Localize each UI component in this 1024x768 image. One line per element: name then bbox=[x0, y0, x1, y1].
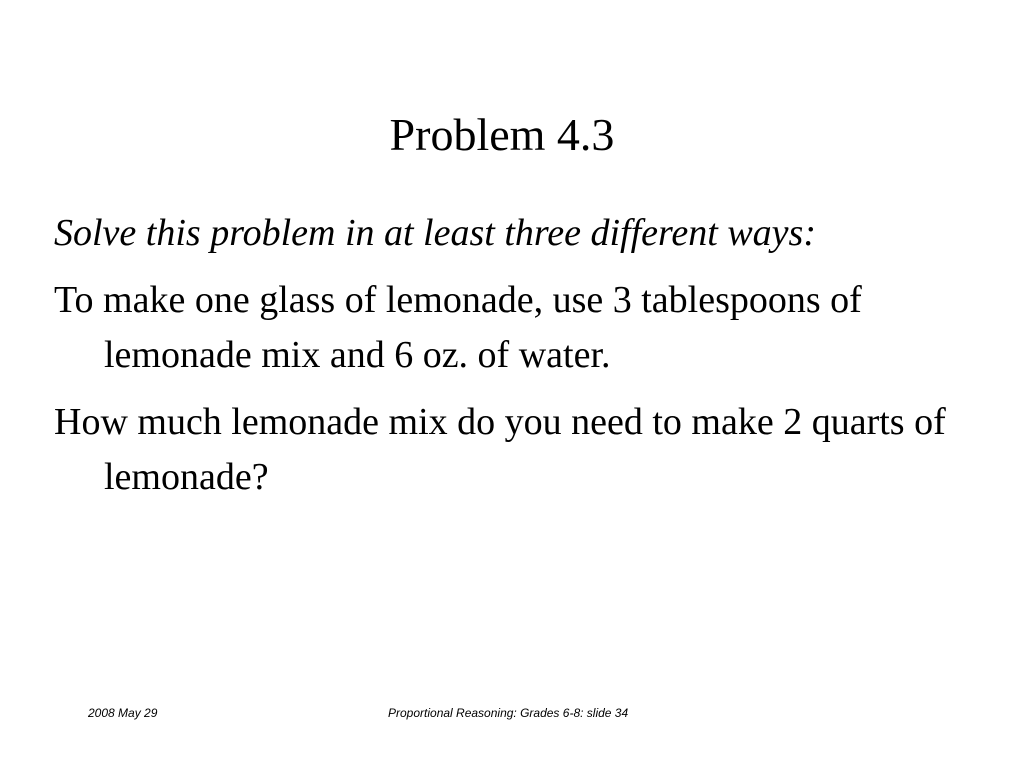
slide-title: Problem 4.3 bbox=[389, 109, 615, 160]
footer-caption: Proportional Reasoning: Grades 6-8: slide 34 bbox=[388, 706, 629, 720]
problem-question: How much lemonade mix do you need to make 2 quarts of lemonade? bbox=[54, 401, 946, 498]
slide-body bbox=[54, 206, 994, 517]
problem-statement: To make one glass of lemonade, use 3 tablespoons of lemonade mix and 6 oz. of water. bbox=[54, 279, 862, 376]
footer-date: 2008 May 29 bbox=[88, 706, 158, 720]
intro-text: Solve this problem in at least three different ways: bbox=[54, 212, 816, 254]
